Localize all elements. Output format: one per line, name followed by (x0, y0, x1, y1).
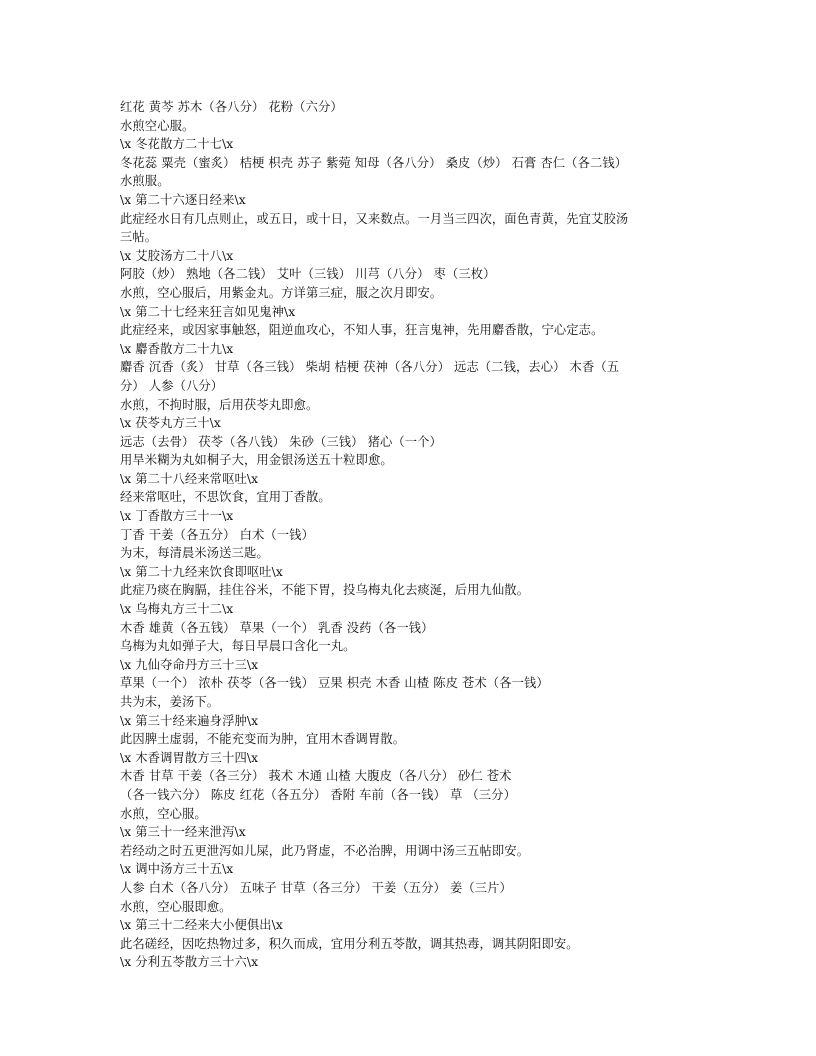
text-line: 草果（一个） 浓朴 茯苓（各一钱） 豆果 枳壳 木香 山楂 陈皮 苍术（各一钱） (120, 676, 549, 691)
text-line: 三帖。 (120, 230, 158, 245)
section-heading: \x 木香调胃散方三十四\x (120, 750, 259, 765)
text-line: 麝香 沉香（炙） 甘草（各三钱） 柴胡 桔梗 茯神（各八分） 远志（二钱，去心） 木香（五 (120, 360, 620, 375)
text-line: 水煎，空心服即愈。 (120, 899, 232, 914)
text-line: 为末，每清晨米汤送三匙。 (120, 546, 269, 561)
text-line: 水煎，不拘时服，后用茯苓丸即愈。 (120, 397, 319, 412)
text-line: 此因脾土虚弱，不能充变而为肿，宜用木香调胃散。 (120, 732, 406, 747)
text-line: 水煎服。 (120, 174, 170, 189)
section-heading: \x 分利五苓散方三十六\x (120, 955, 259, 970)
section-heading: \x 艾胶汤方二十八\x (120, 248, 234, 263)
text-line: 分） 人参（八分） (120, 378, 224, 393)
section-heading: \x 乌梅丸方三十二\x (120, 602, 234, 617)
section-heading: \x 茯苓丸方三十\x (120, 416, 221, 431)
section-heading: \x 第二十六逐日经来\x (120, 192, 246, 207)
section-heading: \x 第三十一经来泄泻\x (120, 825, 246, 840)
text-line: 此症经水日有几点则止，或五日，或十日，又来数点。一月当三四次，面色青黄，先宜艾胶汤 (120, 211, 629, 226)
section-heading: \x 第三十经来遍身浮肿\x (120, 713, 259, 728)
section-heading: \x 第二十九经来饮食即呕吐\x (120, 564, 283, 579)
text-line: 用旱米糊为丸如桐子大，用金银汤送五十粒即愈。 (120, 453, 393, 468)
text-line: 乌梅为丸如弹子大，每日早晨口含化一丸。 (120, 639, 356, 654)
text-line: 此症经来，或因家事触怒，阻逆血攻心，不知人事，狂言鬼神，先用麝香散，宁心定志。 (120, 323, 604, 338)
text-line: （各一钱六分） 陈皮 红花（各五分） 香附 车前（各一钱） 草 （三分） (120, 787, 516, 802)
section-heading: \x 丁香散方三十一\x (120, 509, 234, 524)
section-heading: \x 麝香散方二十九\x (120, 341, 234, 356)
section-heading: \x 第二十七经来狂言如见鬼神\x (120, 304, 296, 319)
text-line: 水煎，空心服后，用紫金丸。方详第三症，服之次月即安。 (120, 285, 443, 300)
text-line: 此症乃痰在胸膈，挂住谷米，不能下胃，投乌梅丸化去痰涎，后用九仙散。 (120, 583, 530, 598)
text-line: 此名磋经，因吃热物过多，积久而成，宜用分利五苓散，调其热毒，调其阴阳即安。 (120, 936, 579, 951)
section-heading: \x 调中汤方三十五\x (120, 862, 234, 877)
text-line: 冬花蕊 粟壳（蜜炙） 桔梗 枳壳 苏子 紫菀 知母（各八分） 桑皮（炒） 石膏 杏仁（各二钱） (120, 155, 628, 170)
document-body (120, 98, 700, 972)
text-line: 红花 黄芩 苏木（各八分） 花粉（六分） (120, 100, 343, 114)
section-heading: \x 第二十八经来常呕吐\x (120, 471, 259, 486)
section-heading: \x 第三十二经来大小便俱出\x (120, 918, 283, 933)
text-line: 远志（去骨） 茯苓（各八钱） 朱砂（三钱） 猪心（一个） (120, 434, 442, 449)
section-heading: \x 冬花散方二十七\x (120, 137, 234, 152)
text-line: 丁香 干姜（各五分） 白术（一钱） (120, 527, 314, 542)
text-line: 木香 雄黄（各五钱） 草果（一个） 乳香 没药（各一钱） (120, 620, 434, 635)
text-line: 经来常呕吐，不思饮食，宜用丁香散。 (120, 490, 331, 505)
text-line: 共为末，姜汤下。 (120, 695, 220, 709)
text-line: 木香 甘草 干姜（各三分） 莪术 木通 山楂 大腹皮（各八分） 砂仁 苍术 (120, 769, 512, 784)
text-line: 阿胶（炒） 熟地（各二钱） 艾叶（三钱） 川芎（八分） 枣（三枚） (120, 267, 496, 282)
text-line: 水煎，空心服。 (120, 806, 207, 821)
text-line: 水煎空心服。 (120, 118, 195, 133)
text-line: 人参 白术（各八分） 五味子 甘草（各三分） 干姜（五分） 姜（三片） (120, 880, 512, 895)
section-heading: \x 九仙夺命丹方三十三\x (120, 657, 259, 672)
text-line: 若经动之时五更泄泻如儿屎，此乃肾虚，不必治脾，用调中汤三五帖即安。 (120, 843, 530, 858)
